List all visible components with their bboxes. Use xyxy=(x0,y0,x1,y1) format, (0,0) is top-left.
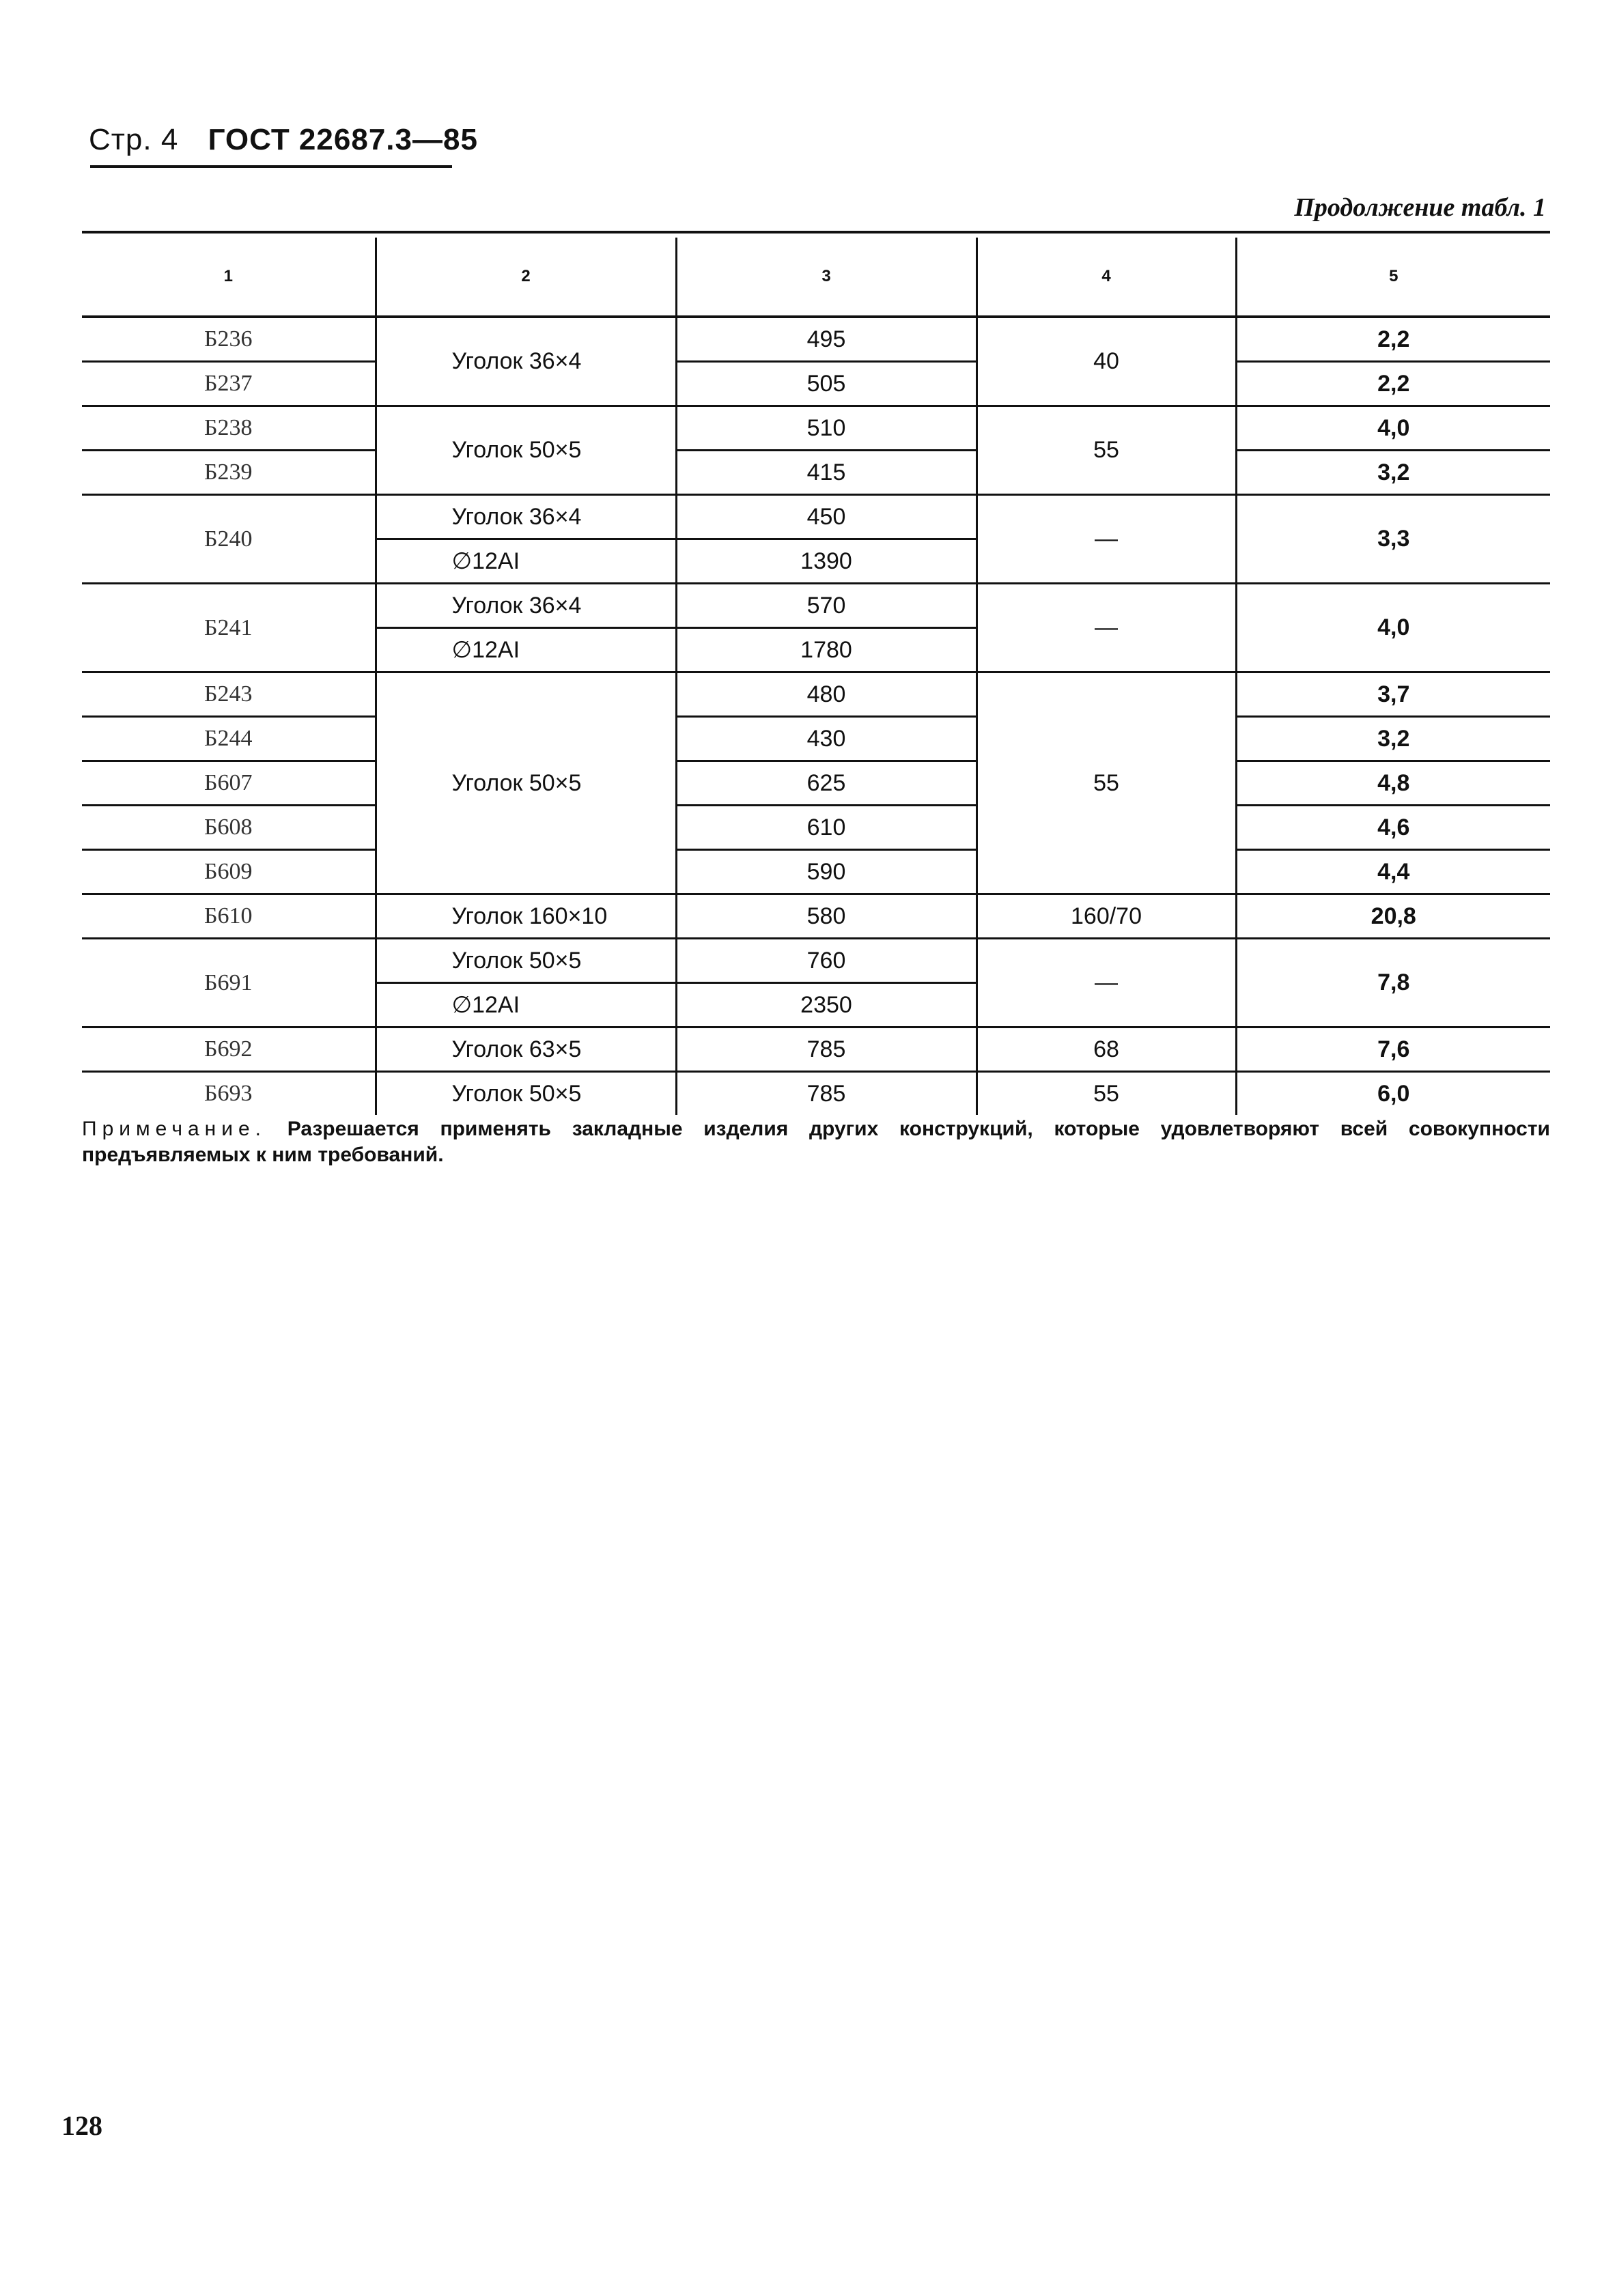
mass-value: 4,0 xyxy=(1236,406,1550,451)
element-type: ∅12АI xyxy=(376,628,676,672)
column-header-2: 2 xyxy=(376,238,676,317)
table-row xyxy=(82,761,1550,806)
table-row xyxy=(82,717,1550,761)
item-code: Б693 xyxy=(203,1081,253,1106)
mass-value: 3,2 xyxy=(1236,717,1550,761)
table-row xyxy=(82,806,1550,850)
element-type: Уголок 50×5 xyxy=(376,672,676,894)
length-value: 495 xyxy=(676,317,976,362)
item-code: Б241 xyxy=(82,584,376,672)
item-code: Б239 xyxy=(82,451,376,495)
page-header xyxy=(89,123,478,157)
length-value: 450 xyxy=(676,495,976,539)
item-code: Б608 xyxy=(82,806,376,850)
item-code: Б238 xyxy=(82,406,376,451)
item-code: Б237 xyxy=(82,362,376,406)
table-row xyxy=(82,317,1550,362)
column4-value: — xyxy=(976,495,1236,584)
item-code: Б610 xyxy=(82,894,376,939)
length-value: 610 xyxy=(676,806,976,850)
table-row xyxy=(82,362,1550,406)
table-row xyxy=(82,894,1550,939)
table-header-row xyxy=(82,238,1550,317)
element-type: Уголок 36×4 xyxy=(376,317,676,406)
element-type: Уголок 36×4 xyxy=(376,584,676,628)
mass-value: 2,2 xyxy=(1236,317,1550,362)
table-row xyxy=(82,451,1550,495)
item-code: Б236 xyxy=(82,317,376,362)
element-type: ∅12АI xyxy=(376,983,676,1027)
table-row xyxy=(82,850,1550,894)
data-table xyxy=(82,238,1550,1115)
item-code: Б609 xyxy=(82,850,376,894)
item-code: Б607 xyxy=(82,761,376,806)
page-number: 128 xyxy=(61,2110,102,2141)
mass-value: 3,7 xyxy=(1236,672,1550,717)
column4-value: 55 xyxy=(976,672,1236,894)
column-header-4: 4 xyxy=(976,238,1236,317)
column4-value: — xyxy=(976,939,1236,1027)
mass-value: 4,8 xyxy=(1236,761,1550,806)
column4-value: 55 xyxy=(976,406,1236,495)
item-code: Б240 xyxy=(82,495,376,584)
length-value: 625 xyxy=(676,761,976,806)
mass-value: 7,6 xyxy=(1236,1027,1550,1072)
table-row xyxy=(82,406,1550,451)
table-row xyxy=(82,672,1550,717)
table-note xyxy=(82,1116,1550,1168)
length-value: 1780 xyxy=(676,628,976,672)
mass-value: 7,8 xyxy=(1236,939,1550,1027)
length-value: 760 xyxy=(676,939,976,983)
length-value: 580 xyxy=(676,894,976,939)
element-type: Уголок 50×5 xyxy=(376,406,676,495)
item-code: Б244 xyxy=(82,717,376,761)
table-row xyxy=(82,1072,1550,1116)
item-code: Б243 xyxy=(82,672,376,717)
length-value: 1390 xyxy=(676,539,976,584)
mass-value: 4,4 xyxy=(1236,850,1550,894)
length-value: 590 xyxy=(676,850,976,894)
length-value: 785 xyxy=(676,1072,976,1116)
standard-number: ГОСТ 22687.3—85 xyxy=(208,123,478,156)
column4-value: 55 xyxy=(976,1072,1236,1116)
mass-value: 6,0 xyxy=(1236,1072,1550,1116)
table-top-rule xyxy=(82,231,1550,233)
mass-value: 4,0 xyxy=(1236,584,1550,672)
length-value: 505 xyxy=(676,362,976,406)
table-row xyxy=(82,495,1550,539)
element-type: Уголок 36×4 xyxy=(376,495,676,539)
mass-value: 4,6 xyxy=(1236,806,1550,850)
item-code: Б692 xyxy=(82,1027,376,1072)
element-type: ∅12АI xyxy=(376,539,676,584)
element-type: Уголок 160×10 xyxy=(376,894,676,939)
length-value: 510 xyxy=(676,406,976,451)
header-underline xyxy=(90,165,452,168)
column4-value: 68 xyxy=(976,1027,1236,1072)
column-header-3: 3 xyxy=(676,238,976,317)
column4-value: 160/70 xyxy=(976,894,1236,939)
continuation-label: Продолжение табл. 1 xyxy=(1294,193,1546,222)
note-lead: Примечание. xyxy=(82,1118,266,1140)
length-value: 785 xyxy=(676,1027,976,1072)
mass-value: 20,8 xyxy=(1236,894,1550,939)
mass-value: 3,2 xyxy=(1236,451,1550,495)
length-value: 480 xyxy=(676,672,976,717)
column4-value: — xyxy=(976,584,1236,672)
table-row xyxy=(82,584,1550,628)
mass-value: 3,3 xyxy=(1236,495,1550,584)
note-text: Разрешается применять закладные изделия других конструкций, которые удовлетворяют всей совокупности предъявляемых к ним требований. xyxy=(82,1118,1550,1166)
element-type: Уголок 63×5 xyxy=(376,1027,676,1072)
table-row xyxy=(82,1027,1550,1072)
page-label: Стр. 4 xyxy=(89,123,179,156)
element-type: Уголок 50×5 xyxy=(376,1072,676,1116)
column-header-5: 5 xyxy=(1236,238,1550,317)
length-value: 570 xyxy=(676,584,976,628)
mass-value: 2,2 xyxy=(1236,362,1550,406)
element-type: Уголок 50×5 xyxy=(376,939,676,983)
length-value: 415 xyxy=(676,451,976,495)
item-code: Б691 xyxy=(82,939,376,1027)
column-header-1: 1 xyxy=(82,238,376,317)
length-value: 430 xyxy=(676,717,976,761)
column4-value: 40 xyxy=(976,317,1236,406)
length-value: 2350 xyxy=(676,983,976,1027)
table-row xyxy=(82,939,1550,983)
